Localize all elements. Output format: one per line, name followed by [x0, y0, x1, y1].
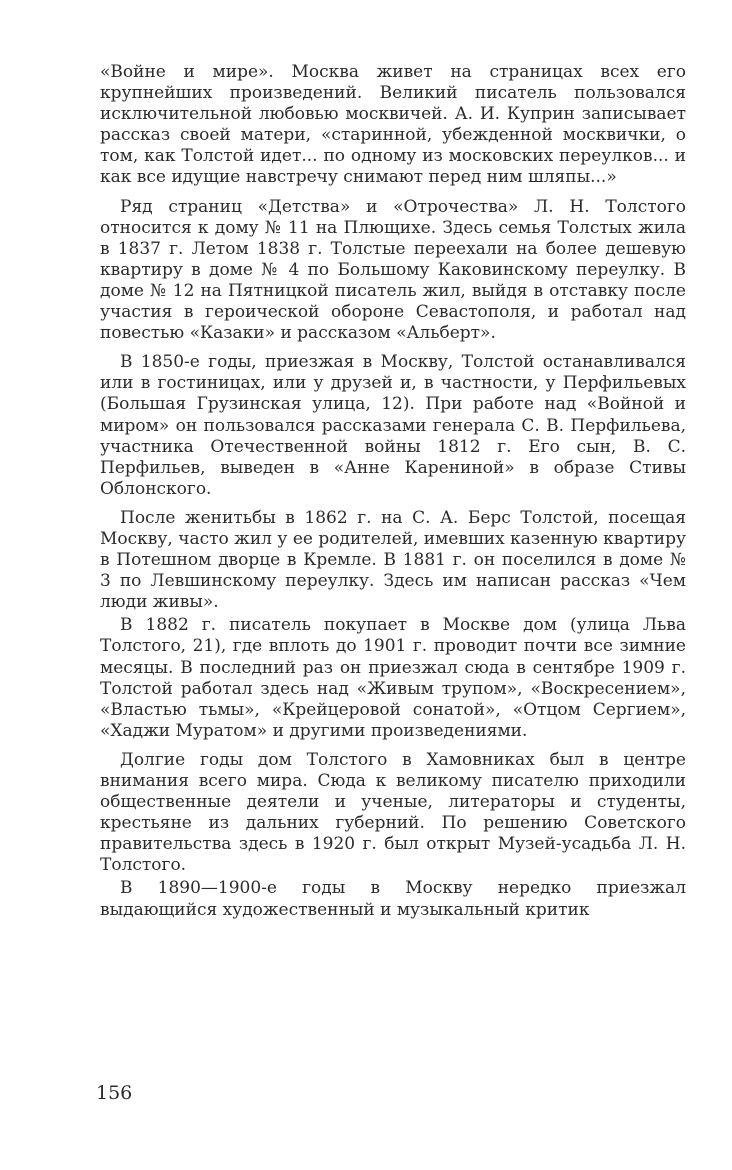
- paragraph: В 1890—1900-е годы в Москву нередко приезжал выдающийся художественный и музыкальный критик: [100, 878, 686, 920]
- paragraph: Ряд страниц «Детства» и «Отрочества» Л. Н. Толстого относится к дому № 11 на Плющихе. Здесь семья Толстых жила в 1837 г. Летом 1838 г. Толстые переехали на более дешевую квартиру в доме № 4 по Большому Каковинскому переулку. В доме № 12 на Пятницкой писатель жил, выйдя в отставку после участия в героической обороне Севастополя, и работал над повестью «Казаки» и рассказом «Альберт».: [100, 196, 686, 344]
- paragraph: В 1882 г. писатель покупает в Москве дом (улица Льва Толстого, 21), где вплоть до 1901 г. проводит почти все зимние месяцы. В последний раз он приезжал сюда в сентябре 1909 г. Толстой работал здесь над «Живым трупом», «Воскресением», «Властью тьмы», «Крейцеровой сонатой», «Отцом Сергием», «Хаджи Муратом» и другими произведениями.: [100, 615, 686, 741]
- paragraph: В 1850-е годы, приезжая в Москву, Толстой останавливался или в гостиницах, или у друзей и, в частности, у Перфильевых (Большая Грузинская улица, 12). При работе над «Войной и миром» он пользовался рассказами генерала С. В. Перфильева, участника Отечественной войны 1812 г. Его сын, В. С. Перфильев, выведен в «Анне Карениной» в образе Стивы Облонского.: [100, 352, 686, 499]
- paragraph: После женитьбы в 1862 г. на С. А. Берс Толстой, посещая Москву, часто жил у ее родителей, имевших казенную квартиру в Потешном дворце в Кремле. В 1881 г. он поселился в доме № 3 по Левшинскому переулку. Здесь им написан рассказ «Чем люди живы».: [100, 507, 686, 613]
- page-number: 156: [96, 1082, 133, 1104]
- page-body: [100, 62, 686, 921]
- paragraph: «Войне и мире». Москва живет на страницах всех его крупнейших произведений. Великий писатель пользовался исключительной любовью москвичей. А. И. Куприн записывает рассказ своей матери, «старинной, убежденной москвички, о том, как Толстой идет... по одному из московских переулков... и как все идущие навстречу снимают перед ним шляпы...»: [100, 62, 686, 188]
- paragraph: Долгие годы дом Толстого в Хамовниках был в центре внимания всего мира. Сюда к великому писателю приходили общественные деятели и ученые, литераторы и студенты, крестьяне из дальних губерний. По решению Советского правительства здесь в 1920 г. был открыт Музей-усадьба Л. Н. Толстого.: [100, 749, 686, 876]
